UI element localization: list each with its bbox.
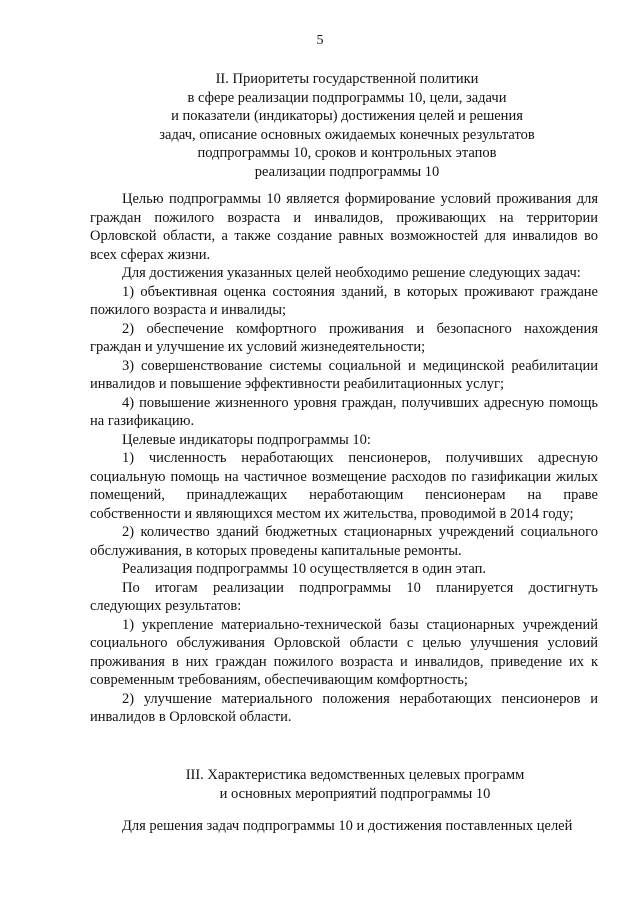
tasks-intro-paragraph: Для достижения указанных целей необходимо решение следующих задач: — [122, 265, 581, 281]
heading-line: в сфере реализации подпрограммы 10, цели, задачи — [187, 89, 507, 106]
heading-line: и показатели (индикаторы) достижения целей и решения — [171, 108, 523, 124]
page-number: 5 — [316, 33, 324, 48]
section-2-body — [90, 190, 598, 727]
task-item: 1) объективная оценка состояния зданий, в которых проживают граждане пожилого возраста и инвалиды; — [90, 283, 598, 318]
section-3-paragraph: Для решения задач подпрограммы 10 и достижения поставленных целей — [122, 818, 573, 834]
heading-line: подпрограммы 10, сроков и контрольных этапов — [197, 145, 497, 161]
indicator-item: 1) численность неработающих пенсионеров, получивших адресную социальную помощь на частичное возмещение расходов по газификации жилых помещений, принадлежащих неработающим пенсионерам на праве собственности и являющихся местом их жительства, проводимой в 2014 году; — [90, 450, 598, 522]
section-2-heading — [100, 70, 594, 181]
indicator-item: 2) количество зданий бюджетных стационарных учреждений социального обслуживания, в которых проведены капитальные ремонты. — [90, 524, 598, 559]
result-item: 2) улучшение материального положения неработающих пенсионеров и инвалидов в Орловской области. — [90, 690, 598, 725]
result-item: 1) укрепление материально-технической базы стационарных учреждений социального обслуживания Орловской области с целью улучшения условий проживания в них граждан пожилого возраста и инвалидов, приведение их к современным требованиям, обеспечивающим комфортность; — [90, 616, 598, 688]
section-3-body — [90, 817, 598, 836]
heading-line: задач, описание основных ожидаемых конечных результатов — [159, 126, 535, 143]
results-intro-paragraph: По итогам реализации подпрограммы 10 планируется достигнуть следующих результатов: — [90, 579, 598, 614]
heading-line: II. Приоритеты государственной политики — [215, 71, 479, 87]
task-item: 4) повышение жизненного уровня граждан, получивших адресную помощь на газификацию. — [90, 394, 598, 429]
goal-paragraph: Целью подпрограммы 10 является формирование условий проживания для граждан пожилого возраста и инвалидов, проживающих на территории Орловской области, а также создание равных возможностей для инвалидов во всех сферах жизни. — [90, 191, 598, 263]
task-item: 3) совершенствование системы социальной и медицинской реабилитации инвалидов и повышение эффективности реабилитационных услуг; — [90, 357, 598, 392]
task-item: 2) обеспечение комфортного проживания и безопасного нахождения граждан и улучшение их условий жизнедеятельности; — [90, 320, 598, 355]
heading-line: реализации подпрограммы 10 — [254, 163, 440, 180]
section-3-heading — [90, 766, 620, 803]
heading-line: III. Характеристика ведомственных целевых программ — [185, 767, 525, 783]
heading-line: и основных мероприятий подпрограммы 10 — [219, 785, 491, 802]
indicators-intro-paragraph: Целевые индикаторы подпрограммы 10: — [122, 431, 371, 448]
stage-paragraph: Реализация подпрограммы 10 осуществляется в один этап. — [122, 561, 487, 577]
